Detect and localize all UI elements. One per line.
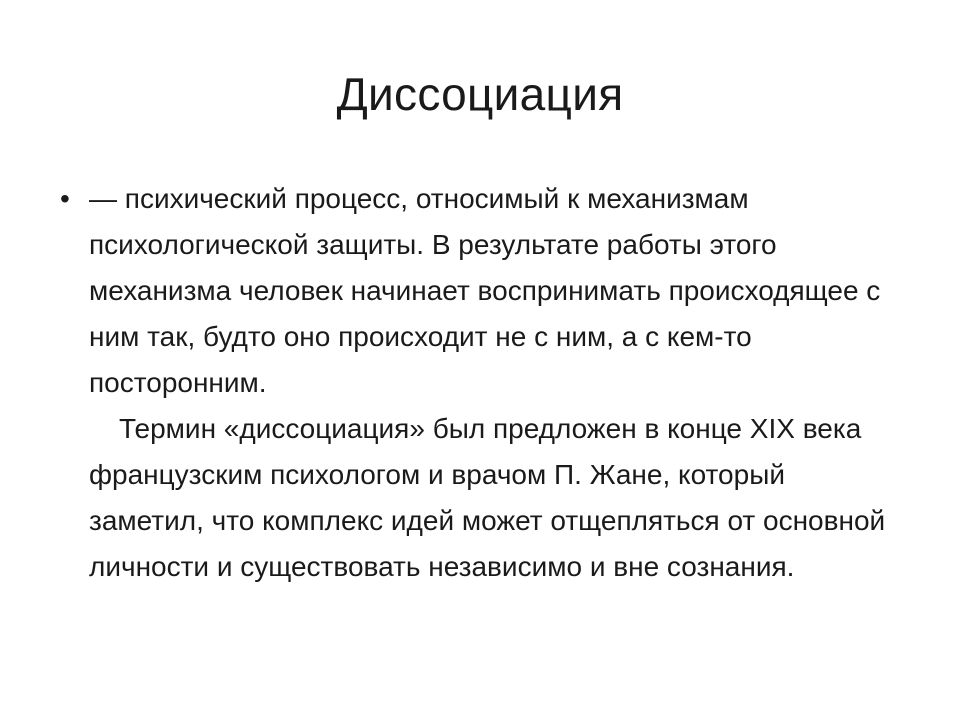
bullet-item bbox=[58, 176, 908, 590]
slide-content bbox=[58, 176, 908, 590]
slide-title: Диссоциация bbox=[336, 68, 624, 120]
bullet-icon: • bbox=[60, 183, 70, 214]
paragraph-definition: — психический процесс, относимый к механизмам психологической защиты. В результате работы этого механизма человек начинает воспринимать происходящее с ним так, будто оно происходит не с ним, а с кем-то посторонним. bbox=[89, 183, 881, 398]
paragraph-history: Термин «диссоциация» был предложен в конце XIX века французским психологом и врачом П. Жане, который заметил, что комплекс идей может отщепляться от основной личности и существовать независимо и вне сознания. bbox=[89, 413, 886, 582]
bullet-text bbox=[89, 176, 904, 590]
